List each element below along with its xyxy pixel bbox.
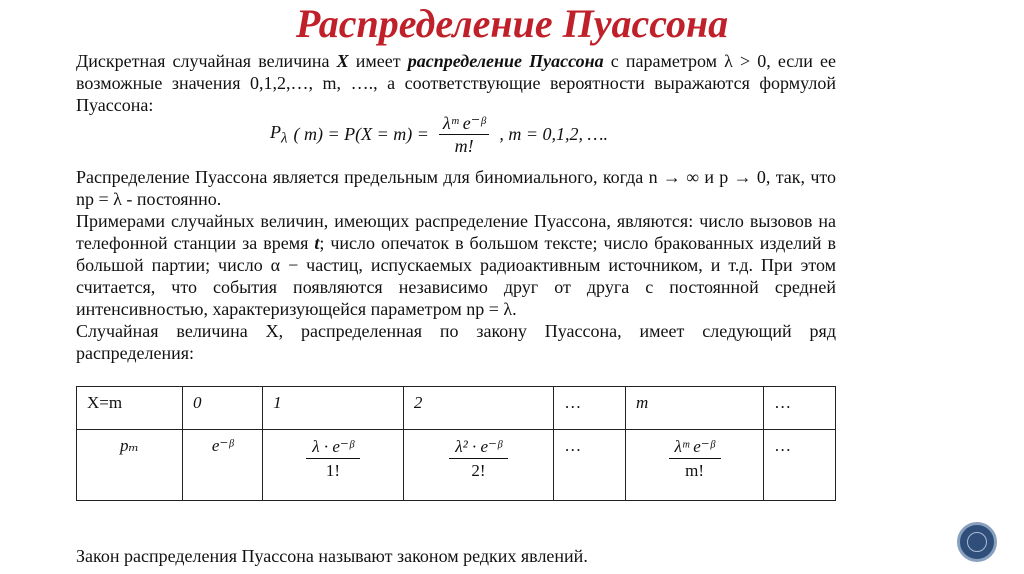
table-cell: 1 [263,387,404,430]
table-cell: e⁻ᵝ [183,430,263,501]
paragraph-footer: Закон распределения Пуассона называют законом редких явлений. [76,546,588,566]
table-cell: m [626,387,764,430]
fraction-denominator: m! [685,461,704,480]
paragraph-examples [76,210,836,320]
table-cell [626,430,764,501]
formula-mid: ( m) = P(X = m) = [293,124,429,144]
table-cell [403,430,553,501]
paragraph-limit: Распределение Пуассона является предельным для биномиального, когда n → ∞ и p → 0, так, что np = λ - постоянно. [76,167,836,209]
fraction-numerator: λ · e⁻ᵝ [306,436,359,459]
text: Примерами случайных величин, имеющих распределение Пуассона, являются: число вызовов на телефонной станции за время [76,211,836,253]
table-cell: … [764,430,836,501]
table-cell [263,430,404,501]
table-cell: 2 [403,387,553,430]
fraction-numerator: λᵐ e⁻ᵝ [669,436,721,459]
paragraph-series-intro: Случайная величина X, распределенная по закону Пуассона, имеет следующий ряд распределения: [76,321,836,363]
table-cell: X=m [77,387,183,430]
fraction-numerator: λ² · e⁻ᵝ [449,436,508,459]
variable-t: t [314,233,320,253]
text: Дискретная случайная величина [76,51,337,71]
table-row [77,387,836,430]
fraction-denominator: 2! [471,461,486,480]
fraction-denominator: 1! [325,461,341,480]
distribution-table [76,386,836,501]
variable-x: X [336,51,349,71]
table-cell: 0 [183,387,263,430]
formula-rhs: , m = 0,1,2, …. [499,124,608,144]
formula-fraction [435,112,493,157]
formula-denominator: m! [454,136,474,156]
table-row [77,430,836,501]
table-cell: pₘ [77,430,183,501]
text: с параметром λ > 0, если ее возможные значения 0,1,2,…, m, …., а соответствующие вероятности выражаются формулой Пуассона: [76,51,837,115]
slide-title: Распределение Пуассона [295,1,729,46]
slide-nav-circle-icon[interactable] [957,522,997,562]
formula-numerator: λᵐ e⁻ᵝ [439,112,489,135]
paragraph-definition [76,50,836,116]
table-cell: … [764,387,836,430]
poisson-formula [270,112,608,157]
formula-lhs: $P_\lambda$ [270,121,288,147]
text: ; число опечаток в большом тексте; число бракованных изделий в большой партии; число α − частиц, испускаемых радиоактивным источником, и т.д. При этом считается, что события появляются независимо друг от друга с постоянной средней интенсивностью, характеризующейся параметром np = λ. [76,233,836,319]
term-poisson: распределение Пуассона [407,51,604,71]
text: имеет [348,51,408,71]
table-cell: … [554,387,626,430]
table-cell: … [554,430,626,501]
